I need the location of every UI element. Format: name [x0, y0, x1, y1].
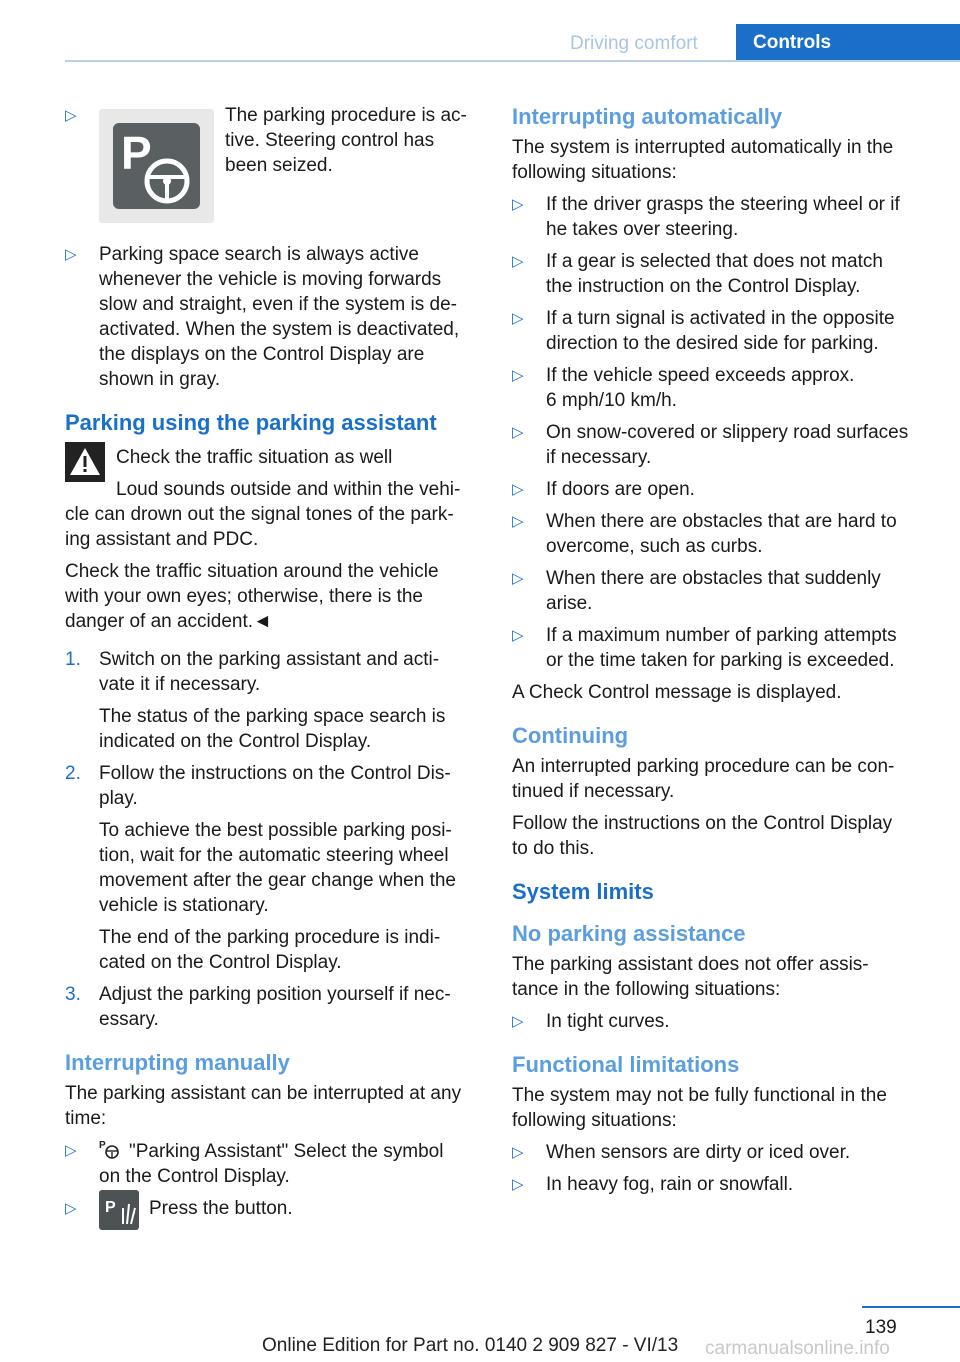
heading-continuing: Continuing [512, 723, 629, 748]
step-number: 3. [65, 984, 81, 1005]
bullet-marker: ▷ [512, 310, 524, 327]
text-line: movement after the gear change when the [99, 870, 457, 891]
text-line: Adjust the parking position yourself if nec‐ [99, 984, 451, 1005]
text-line: time: [65, 1108, 107, 1129]
text-line: indicated on the Control Display. [99, 731, 372, 752]
list-item [512, 1140, 932, 1165]
list-item [512, 420, 932, 470]
list-item [512, 566, 932, 616]
text-line: When there are obstacles that suddenly [546, 568, 881, 589]
text-line: The status of the parking space search is [99, 706, 446, 727]
heading-system-limits: System limits [512, 879, 654, 904]
text-line: On snow-covered or slippery road surfaces [546, 422, 909, 443]
text-line: slow and straight, even if the system is de‐ [99, 294, 457, 315]
header-rule [65, 60, 960, 62]
text-line: on the Control Display. [99, 1166, 290, 1187]
svg-text:P: P [99, 1140, 106, 1151]
left-column [65, 103, 483, 1241]
right-column [512, 103, 932, 1204]
text-line: or the time taken for parking is exceeded. [546, 650, 895, 671]
text-line: following situations: [512, 1110, 677, 1131]
heading-parking-assistant: Parking using the parking assistant [65, 410, 437, 435]
text-line: Switch on the parking assistant and acti‐ [99, 649, 440, 670]
list-item [65, 103, 483, 221]
text-line: "Parking Assistant" Select the symbol [129, 1141, 444, 1162]
heading-no-parking-assistance: No parking assistance [512, 921, 746, 946]
text-line: Follow the instructions on the Control Dis‐ [99, 763, 451, 784]
text-line: The system may not be fully functional in the [512, 1085, 887, 1106]
bullet-marker: ▷ [512, 1144, 524, 1161]
svg-text:P: P [121, 127, 152, 179]
text-line: Parking space search is always active [99, 244, 419, 265]
text-line: shown in gray. [99, 369, 221, 390]
text-line: cated on the Control Display. [99, 952, 342, 973]
text-line: vehicle is stationary. [99, 895, 269, 916]
bullet-marker: ▷ [512, 627, 524, 644]
text-line: If the driver grasps the steering wheel or if [546, 194, 900, 215]
heading-interrupting-manually: Interrupting manually [65, 1050, 290, 1075]
text-line: 6 mph/10 km/h. [546, 390, 677, 411]
text-line: cle can drown out the signal tones of the park‐ [65, 504, 454, 525]
parking-assistant-icon [99, 1138, 121, 1158]
text-line: following situations: [512, 162, 677, 183]
list-item [512, 623, 932, 673]
parking-button-icon [99, 1190, 139, 1237]
edition-text: Online Edition for Part no. 0140 2 909 827 - VI/13 [262, 1335, 679, 1356]
list-item [512, 477, 932, 502]
text-line: with your own eyes; otherwise, there is the [65, 586, 424, 607]
text-line: Follow the instructions on the Control Display [512, 813, 893, 834]
warning-icon [65, 442, 105, 489]
list-item [512, 363, 932, 413]
bullet-marker: ▷ [512, 513, 524, 530]
text-line: tance in the following situations: [512, 979, 781, 1000]
text-line: danger of an accident.◄ [65, 611, 272, 632]
text-line: ing assistant and PDC. [65, 529, 259, 550]
bullet-marker: ▷ [512, 253, 524, 270]
bullet-marker: ▷ [512, 367, 524, 384]
bullet-marker: ▷ [512, 1176, 524, 1193]
text-line: If a gear is selected that does not match [546, 251, 883, 272]
footer-rule [862, 1306, 960, 1308]
heading-functional-limitations: Functional limitations [512, 1052, 740, 1077]
watermark: carmanualsonline.info [705, 1338, 890, 1359]
bullet-marker: ▷ [65, 107, 77, 124]
step-number: 2. [65, 763, 81, 784]
text-line: The parking assistant does not offer assis‐ [512, 954, 869, 975]
text-line: If the vehicle speed exceeds approx. [546, 365, 855, 386]
parking-steering-icon [99, 109, 214, 223]
text-line: The system is interrupted automatically in the [512, 137, 894, 158]
numbered-step [65, 647, 483, 754]
list-item [512, 1009, 932, 1034]
text-line: Check the traffic situation as well [116, 447, 393, 468]
text-line: In tight curves. [546, 1011, 670, 1032]
page-number: 139 [865, 1317, 897, 1338]
check-control-message: A Check Control message is displayed. [512, 682, 842, 703]
text-line: vate it if necessary. [99, 674, 261, 695]
text-line: he takes over steering. [546, 219, 739, 240]
text-line: essary. [99, 1009, 159, 1030]
list-item [65, 242, 483, 392]
text-line: When sensors are dirty or iced over. [546, 1142, 851, 1163]
bullet-marker: ▷ [65, 246, 77, 263]
text-line: direction to the desired side for parking. [546, 333, 879, 354]
text-line: the instruction on the Control Display. [546, 276, 861, 297]
text-line: If a maximum number of parking attempts [546, 625, 897, 646]
bullet-marker: ▷ [512, 570, 524, 587]
text-line: whenever the vehicle is moving forwards [99, 269, 442, 290]
text-line: tion, wait for the automatic steering wheel [99, 845, 449, 866]
text-line: been seized. [225, 155, 333, 176]
text-line: Loud sounds outside and within the vehi‐ [116, 479, 461, 500]
numbered-step [65, 982, 483, 1032]
bullet-marker: ▷ [512, 424, 524, 441]
heading-interrupting-automatically: Interrupting automatically [512, 104, 783, 129]
text-line: The parking assistant can be interrupted at any [65, 1083, 462, 1104]
text-line: Check the traffic situation around the vehicle [65, 561, 439, 582]
list-item [512, 1172, 932, 1197]
text-line: If doors are open. [546, 479, 695, 500]
list-item [65, 1196, 483, 1234]
header-tab-controls: Controls [736, 24, 960, 62]
bullet-marker: ▷ [512, 481, 524, 498]
text-line: tinued if necessary. [512, 781, 675, 802]
list-item [512, 509, 932, 559]
bullet-marker: ▷ [65, 1200, 77, 1217]
svg-text:P: P [105, 1199, 116, 1216]
text-line: Press the button. [149, 1198, 293, 1219]
list-item [512, 249, 932, 299]
text-line: activated. When the system is deactivated, [99, 319, 460, 340]
list-item [512, 306, 932, 356]
text-line: An interrupted parking procedure can be con‐ [512, 756, 895, 777]
text-line: play. [99, 788, 138, 809]
text-line: In heavy fog, rain or snowfall. [546, 1174, 794, 1195]
text-line: To achieve the best possible parking posi‐ [99, 820, 452, 841]
step-number: 1. [65, 649, 81, 670]
bullet-marker: ▷ [512, 1013, 524, 1030]
text-line: The end of the parking procedure is indi‐ [99, 927, 441, 948]
text-line: tive. Steering control has [225, 130, 435, 151]
warning-block [65, 445, 483, 502]
bullet-marker: ▷ [512, 196, 524, 213]
text-line: to do this. [512, 838, 595, 859]
text-line: If a turn signal is activated in the opposite [546, 308, 895, 329]
text-line: the displays on the Control Display are [99, 344, 425, 365]
list-item [512, 192, 932, 242]
numbered-step [65, 761, 483, 975]
bullet-marker: ▷ [65, 1142, 77, 1159]
text-line: arise. [546, 593, 593, 614]
header-section: Driving comfort [570, 33, 698, 54]
text-line: if necessary. [546, 447, 652, 468]
list-item [65, 1138, 483, 1189]
text-line: The parking procedure is ac‐ [225, 105, 467, 126]
text-line: overcome, such as curbs. [546, 536, 763, 557]
text-line: When there are obstacles that are hard to [546, 511, 897, 532]
